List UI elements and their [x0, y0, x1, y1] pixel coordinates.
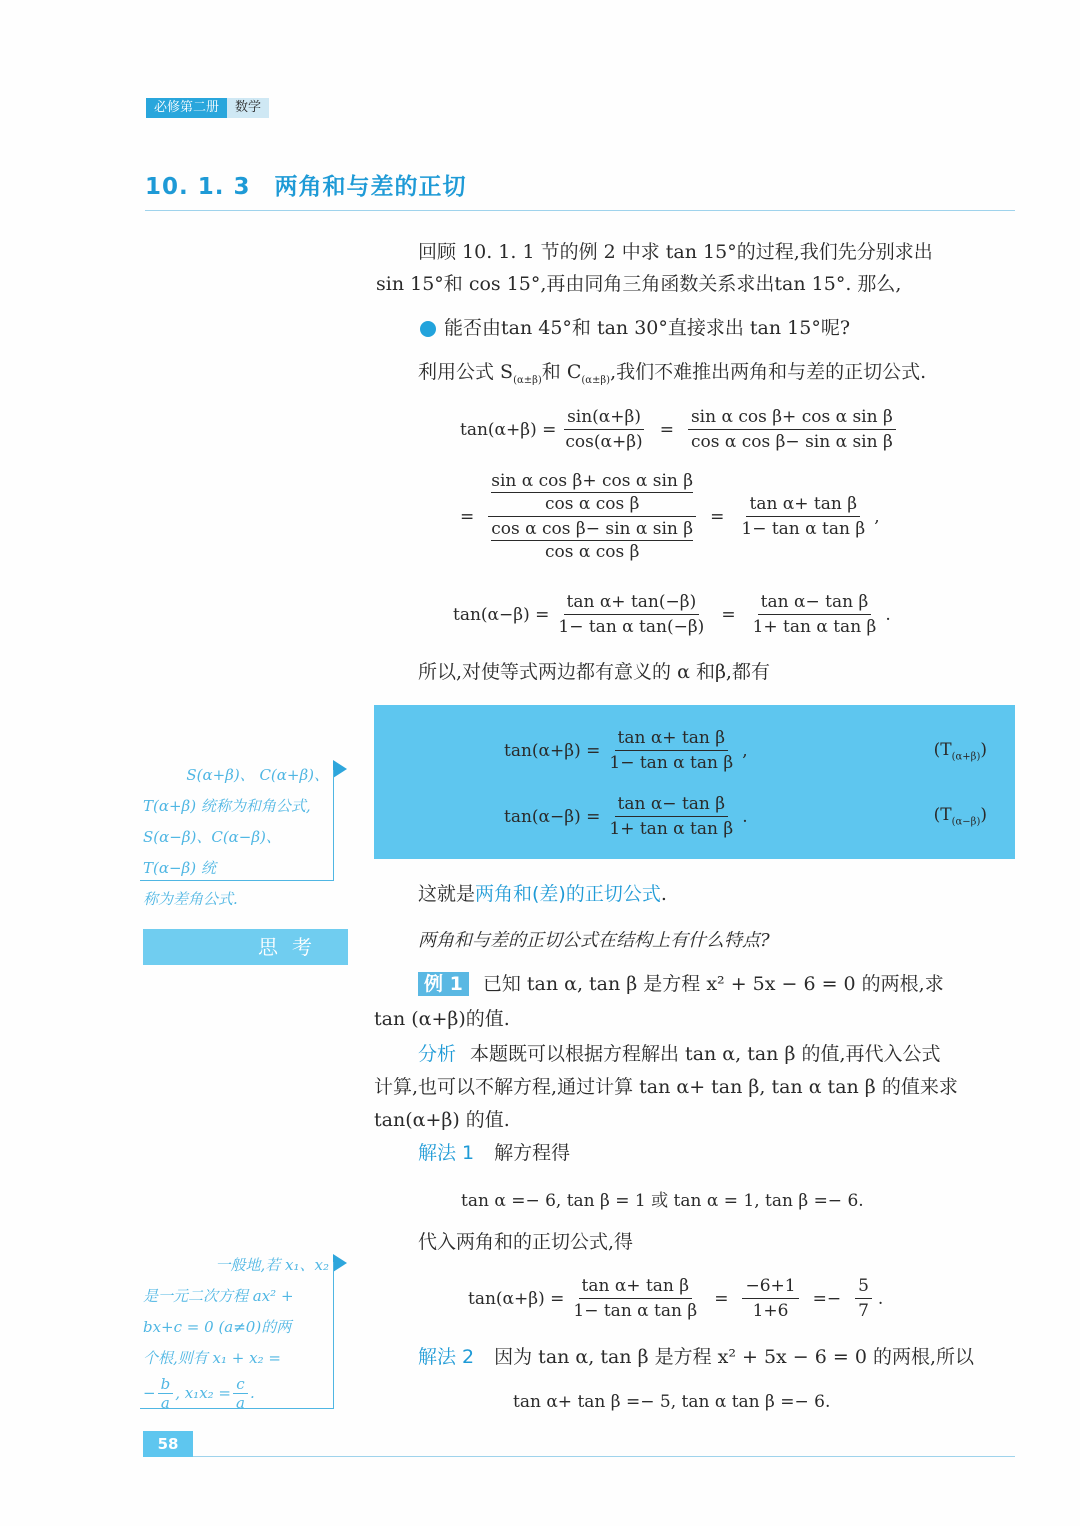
- comma: ,: [874, 506, 880, 527]
- intro-line-3-b: 和 C: [541, 361, 582, 383]
- section-title: [145, 168, 467, 201]
- side-note-2-frac-2-num: c: [233, 1376, 247, 1394]
- comma: ,: [742, 740, 748, 761]
- fraction-2-den: cos α cos β− sin α sin β: [690, 432, 893, 452]
- fraction-5-den: 1+ tan α tan β: [752, 617, 877, 637]
- compound-den-den: cos α cos β: [544, 542, 640, 562]
- compound-num-den: cos α cos β: [544, 494, 640, 514]
- intro-line-2: sin 15°和 cos 15°,再由同角三角函数关系求出tan 15°. 那么,: [376, 273, 902, 295]
- formula-sum-den: 1− tan α tan β: [609, 753, 734, 773]
- formula-sum-lhs: tan(α+β) =: [504, 740, 601, 761]
- period: .: [877, 1288, 884, 1309]
- formula-row-sum: [504, 727, 748, 774]
- analysis-line-3: tan(α+β) 的值.: [374, 1109, 510, 1131]
- fraction-4-den: 1− tan α tan(−β): [558, 617, 705, 637]
- equals-sign: =: [721, 604, 736, 625]
- intro-line-3-c: ,我们不难推出两角和与差的正切公式.: [610, 361, 927, 383]
- solution-1-f1-num: tan α+ tan β: [579, 1275, 693, 1299]
- formula-diff-num: tan α− tan β: [615, 793, 729, 817]
- formula-diff-den: 1+ tan α tan β: [609, 819, 734, 839]
- side-note-1: [143, 760, 329, 915]
- question-line: [420, 312, 850, 345]
- fraction-1: [562, 406, 645, 453]
- section-heading: 两角和与差的正切: [274, 174, 467, 200]
- formula-diff-fraction: [606, 793, 736, 840]
- solution-1-f2-num: −6+1: [742, 1275, 798, 1299]
- footer-rule: [193, 1456, 1015, 1457]
- side-note-1-line-4: 称为差角公式.: [143, 890, 238, 908]
- side-note-2-frac-1: [158, 1376, 174, 1411]
- derivation-lhs-2: tan(α−β) =: [453, 604, 550, 625]
- book-label: 必修第二册: [146, 98, 227, 118]
- example-tag: 例 1: [418, 972, 469, 996]
- derivation-row-1: [460, 406, 902, 453]
- formula-row-diff: [504, 793, 748, 840]
- example-text-1: 已知 tan α, tan β 是方程 x² + 5x − 6 = 0 的两根,求: [482, 973, 944, 995]
- side-note-2-arrow-icon: [333, 1254, 347, 1272]
- formula-diff-lhs: tan(α−β) =: [504, 806, 601, 827]
- side-note-2-minus: −: [143, 1384, 156, 1402]
- named-highlight: 两角和(差)的正切公式: [475, 883, 661, 905]
- side-note-2-line-1: 一般地,若 x₁、x₂: [215, 1256, 329, 1274]
- side-note-2-frac-1-den: a: [160, 1394, 170, 1412]
- solution-1-fraction-2: [742, 1275, 798, 1322]
- intro-line-1: 回顾 10. 1. 1 节的例 2 中求 tan 15°的过程,我们先分别求出: [418, 241, 933, 263]
- header-tag: [146, 98, 269, 118]
- solution-1-fraction-3: [855, 1275, 872, 1322]
- derivation-row-3: [453, 591, 891, 638]
- side-note-1-line-1: S(α+β)、 C(α+β)、: [186, 766, 329, 784]
- think-question: 两角和与差的正切公式在结构上有什么特点?: [418, 930, 770, 951]
- formula-sum-tag-text: (T: [933, 740, 952, 760]
- side-note-2-line-3: bx+c = 0 (a≠0)的两: [143, 1318, 292, 1336]
- subject-label: 数学: [227, 98, 269, 118]
- conclusion-line: 所以,对使等式两边都有意义的 α 和β,都有: [418, 661, 770, 683]
- named-formula-line: [418, 878, 667, 911]
- formula-sum-fraction: [606, 727, 736, 774]
- compound-den-num: cos α cos β− sin α sin β: [491, 519, 694, 539]
- side-note-2-frac-1-num: b: [158, 1376, 174, 1394]
- fraction-1-num: sin(α+β): [564, 406, 644, 430]
- solution-2-line: [418, 1341, 974, 1374]
- equals-sign: =: [659, 419, 674, 440]
- side-note-arrow-icon: [333, 760, 347, 778]
- solution-1-result: [468, 1275, 883, 1322]
- formula-sum-num: tan α+ tan β: [615, 727, 729, 751]
- named-post: .: [660, 883, 667, 905]
- analysis-tag: 分析: [418, 1043, 457, 1065]
- fraction-3-den: 1− tan α tan β: [741, 519, 866, 539]
- side-note-2-frac-2: [233, 1376, 248, 1411]
- fraction-5: [750, 591, 880, 638]
- solution-1-substitute: 代入两角和的正切公式,得: [418, 1231, 634, 1253]
- period: .: [885, 604, 891, 625]
- fraction-1-den: cos(α+β): [565, 432, 643, 452]
- derivation-lhs-1: tan(α+β) =: [460, 419, 557, 440]
- formula-diff-tag: $(T_{(\alpha-\beta)})$: [933, 805, 987, 828]
- example-line-2: tan (α+β)的值.: [374, 1008, 510, 1030]
- formula-diff-tag-text: (T: [933, 805, 952, 825]
- solution-2-text: 因为 tan α, tan β 是方程 x² + 5x − 6 = 0 的两根,所以: [494, 1346, 975, 1368]
- fraction-4: [555, 591, 707, 638]
- solution-1-f3-num: 5: [855, 1275, 872, 1299]
- compound-num-num: sin α cos β+ cos α sin β: [491, 471, 694, 491]
- formula-sum-tag: $(T_{(\alpha+\beta)})$: [933, 740, 987, 763]
- side-note-2-frac-2-den: a: [236, 1394, 245, 1412]
- side-note-2-mid: , x₁x₂ =: [175, 1384, 232, 1402]
- solution-1-lhs: tan(α+β) =: [468, 1288, 565, 1309]
- compound-den: [488, 517, 696, 563]
- compound-num: [488, 470, 696, 517]
- equals-minus: =−: [812, 1288, 842, 1309]
- side-note-2-end: .: [249, 1384, 255, 1402]
- analysis-text-1: 本题既可以根据方程解出 tan α, tan β 的值,再代入公式: [470, 1043, 941, 1065]
- side-note-2-line-2: 是一元二次方程 ax² +: [143, 1287, 294, 1305]
- fraction-3-num: tan α+ tan β: [746, 493, 860, 517]
- equals-sign: =: [460, 506, 475, 527]
- side-note-1-line-3: S(α−β)、C(α−β)、T(α−β) 统: [143, 828, 281, 877]
- compound-fraction: [488, 470, 696, 563]
- derivation-row-2: [460, 470, 880, 563]
- analysis-line-1: [418, 1038, 941, 1071]
- solution-1-f1-den: 1− tan α tan β: [573, 1301, 698, 1321]
- page-number: 58: [143, 1431, 193, 1457]
- fraction-3: [738, 493, 868, 540]
- section-number: 10. 1. 3: [145, 174, 251, 200]
- intro-line-3: [418, 356, 926, 397]
- solution-1-line: [418, 1137, 570, 1170]
- intro-sub-2: (α±β): [581, 374, 611, 386]
- formula-box: [374, 705, 1015, 859]
- example-line-1: [418, 968, 944, 1001]
- side-note-2-line-5: [143, 1376, 329, 1411]
- fraction-4-num: tan α+ tan(−β): [564, 591, 700, 615]
- period: .: [742, 806, 748, 827]
- equals-sign: =: [714, 1288, 729, 1309]
- solution-1-text: 解方程得: [494, 1142, 571, 1164]
- question-text: 能否由tan 45°和 tan 30°直接求出 tan 15°呢?: [444, 317, 851, 339]
- fraction-5-num: tan α− tan β: [758, 591, 872, 615]
- fraction-2: [688, 406, 896, 453]
- bullet-icon: [420, 321, 436, 337]
- solution-1-f2-den: 1+6: [752, 1301, 789, 1321]
- solution-2-equation: tan α+ tan β =− 5, tan α tan β =− 6.: [513, 1392, 831, 1412]
- side-note-2: [143, 1250, 329, 1411]
- think-bar: 思考: [143, 929, 348, 965]
- solution-1-fraction-1: [570, 1275, 700, 1322]
- named-pre: 这就是: [418, 883, 476, 905]
- formula-sum-tag-sub: (α+β): [951, 751, 981, 763]
- title-rule: [145, 210, 1015, 211]
- analysis-line-2: 计算,也可以不解方程,通过计算 tan α+ tan β, tan α tan β 的值来求: [374, 1076, 958, 1098]
- solution-1-f3-den: 7: [858, 1301, 869, 1321]
- side-note-1-line-2: T(α+β) 统称为和角公式,: [143, 797, 311, 815]
- solution-1-tag: 解法 1: [418, 1142, 475, 1164]
- solution-1-equation: tan α =− 6, tan β = 1 或 tan α = 1, tan β =− 6.: [461, 1191, 864, 1211]
- fraction-2-num: sin α cos β+ cos α sin β: [688, 406, 896, 430]
- equals-sign: =: [710, 506, 725, 527]
- side-note-2-line-4: 个根,则有 x₁ + x₂ =: [143, 1349, 281, 1367]
- solution-2-tag: 解法 2: [418, 1346, 475, 1368]
- intro-sub-1: (α±β): [513, 374, 542, 386]
- formula-diff-tag-sub: (α−β): [951, 816, 981, 828]
- intro-line-3-a: 利用公式 S: [418, 361, 514, 383]
